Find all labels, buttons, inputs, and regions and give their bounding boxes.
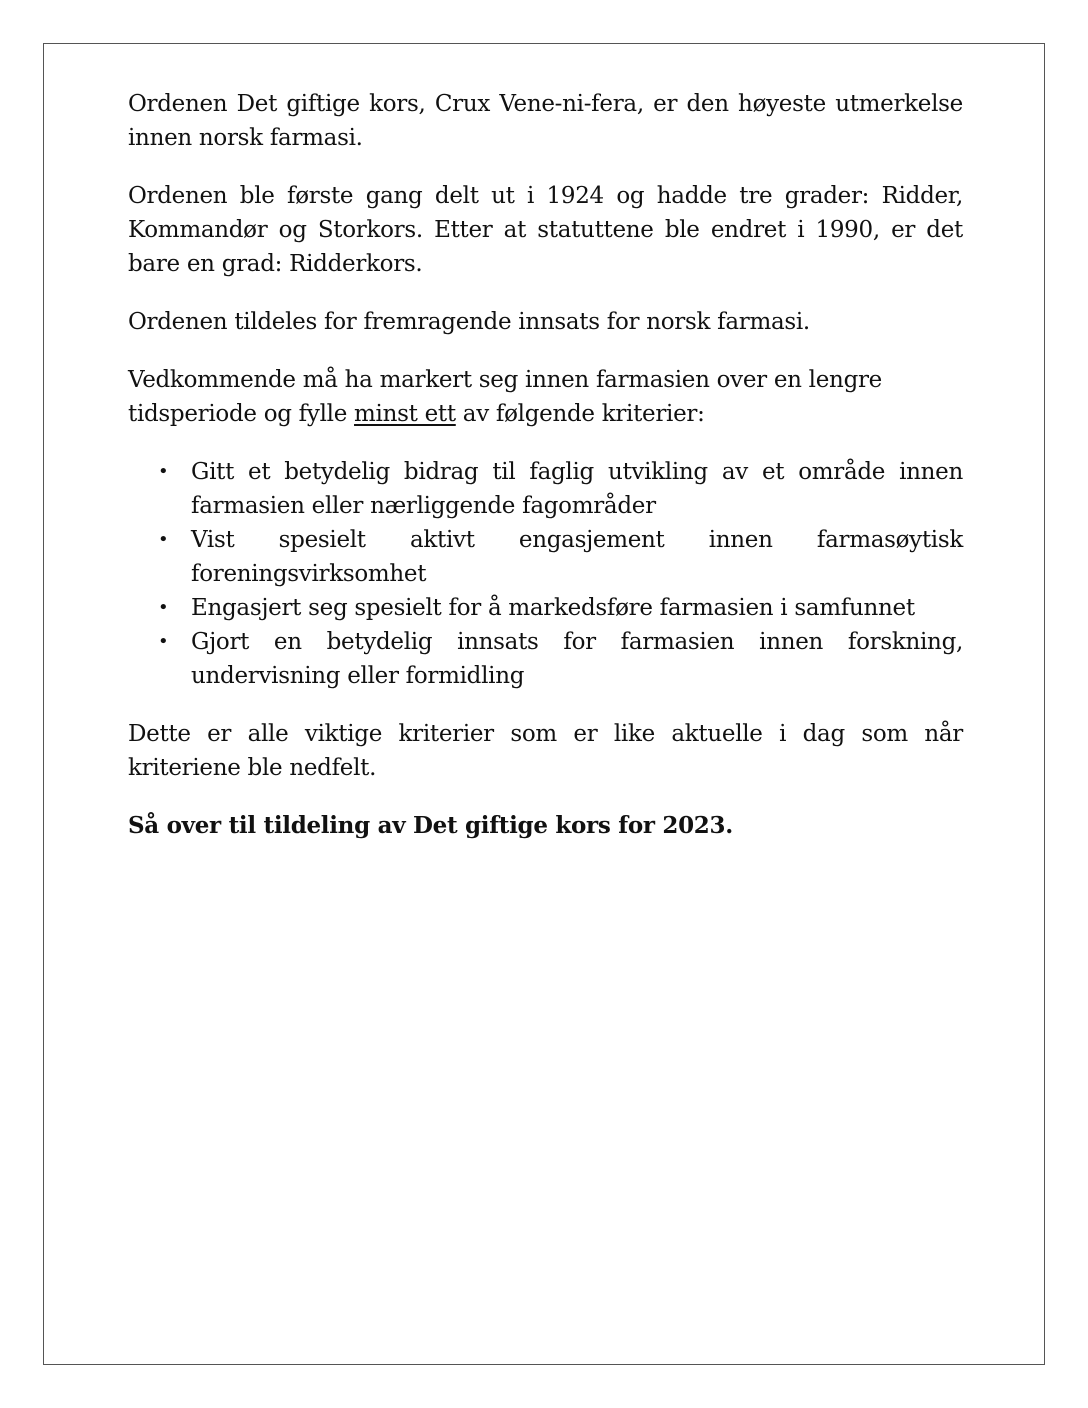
criteria-intro-text: Vedkommende må ha markert seg innen farmasien over en lengre tidsperiode og fylle — [128, 367, 882, 427]
criteria-text: Gjort en betydelig innsats for farmasien innen forskning, undervisning eller formidling — [191, 629, 963, 689]
bullet-icon: • — [158, 597, 169, 618]
bullet-icon: • — [158, 529, 169, 550]
closing-statement: Så over til tildeling av Det giftige kors for 2023. — [128, 812, 733, 839]
criteria-text: Vist spesielt aktivt engasjement innen farmasøytisk foreningsvirksomhet — [191, 527, 963, 587]
document-body — [128, 87, 963, 867]
criteria-list-item — [128, 625, 963, 693]
underlined-emphasis: minst ett — [354, 401, 456, 427]
criteria-list-item — [128, 455, 963, 523]
criteria-list-item — [128, 591, 963, 625]
intro-paragraph: Ordenen Det giftige kors, Crux Vene-ni-fera, er den høyeste utmerkelse innen norsk farmasi. — [128, 91, 963, 151]
award-purpose-paragraph: Ordenen tildeles for fremragende innsats for norsk farmasi. — [128, 309, 810, 335]
criteria-list — [128, 455, 963, 693]
bullet-icon: • — [158, 461, 169, 482]
criteria-intro-text-end: av følgende kriterier: — [455, 401, 705, 427]
criteria-text: Engasjert seg spesielt for å markedsføre farmasien i samfunnet — [191, 595, 915, 621]
criteria-list-item — [128, 523, 963, 591]
bullet-icon: • — [158, 631, 169, 652]
history-paragraph: Ordenen ble første gang delt ut i 1924 og hadde tre grader: Ridder, Kommandør og Storkors. Etter at statuttene ble endret i 1990, er det bare en grad: Ridderkors. — [128, 183, 963, 277]
relevance-paragraph: Dette er alle viktige kriterier som er like aktuelle i dag som når kriteriene ble nedfelt. — [128, 721, 963, 781]
criteria-text: Gitt et betydelig bidrag til faglig utvikling av et område innen farmasien eller nærliggende fagområder — [191, 459, 963, 519]
criteria-intro-paragraph — [128, 363, 963, 431]
